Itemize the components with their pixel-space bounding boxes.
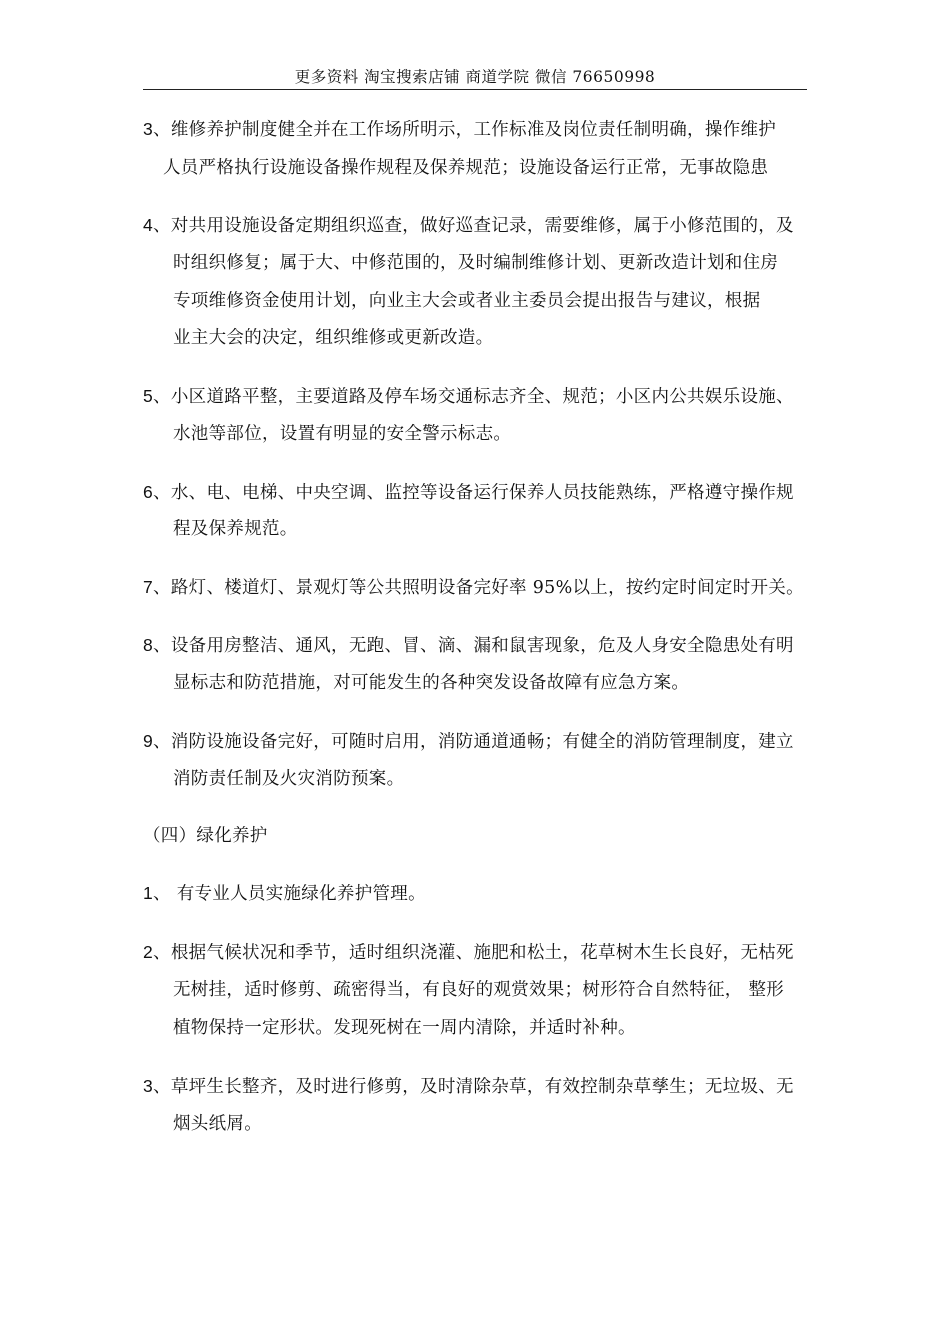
green-item-2-line-3: 植物保持一定形状。发现死树在一周内清除，并适时补种。 <box>173 1018 636 1038</box>
item-number: 2 <box>143 942 154 962</box>
item-number: 8 <box>143 635 154 655</box>
item-number: 4 <box>143 215 154 235</box>
list-item-4-line-3: 专项维修资金使用计划，向业主大会或者业主委员会提出报告与建议，根据 <box>173 291 761 311</box>
list-item-6-line-2: 程及保养规范。 <box>173 519 298 539</box>
item-text: 、水、电、电梯、中央空调、监控等设备运行保养人员技能熟练，严格遵守操作规 <box>153 483 794 503</box>
green-item-3-line-1 <box>143 1073 794 1100</box>
header-rule <box>143 89 807 90</box>
list-item-4-line-4: 业主大会的决定，组织维修或更新改造。 <box>173 328 494 348</box>
list-item-9-line-2: 消防责任制及火灾消防预案。 <box>173 769 405 789</box>
green-item-1-line-1 <box>143 880 426 907</box>
item-text: 、草坪生长整齐，及时进行修剪，及时清除杂草，有效控制杂草孳生；无垃圾、无 <box>153 1077 794 1097</box>
list-item-4-line-2: 时组织修复；属于大、中修范围的，及时编制维修计划、更新改造计划和住房 <box>173 253 779 273</box>
list-item-8-line-2: 显标志和防范措施，对可能发生的各种突发设备故障有应急方案。 <box>173 673 690 693</box>
list-item-8-line-1 <box>143 632 794 659</box>
green-item-2-line-2: 无树挂，适时修剪、疏密得当，有良好的观赏效果；树形符合自然特征， 整形 <box>173 980 785 1000</box>
green-item-3-line-2: 烟头纸屑。 <box>173 1114 262 1134</box>
list-item-6-line-1 <box>143 479 794 506</box>
item-text: 、消防设施设备完好，可随时启用，消防通道通畅；有健全的消防管理制度，建立 <box>153 732 794 752</box>
item-number: 7 <box>143 577 154 597</box>
list-item-3-line-1 <box>143 116 776 143</box>
item-text: 、小区道路平整，主要道路及停车场交通标志齐全、规范；小区内公共娱乐设施、 <box>153 387 794 407</box>
item-number: 6 <box>143 482 154 502</box>
item-number: 1 <box>143 883 154 903</box>
list-item-4-line-1 <box>143 212 794 239</box>
list-item-7-line-1 <box>143 574 804 601</box>
list-item-9-line-1 <box>143 728 794 755</box>
item-text: 、路灯、楼道灯、景观灯等公共照明设备完好率 95%以上，按约定时间定时开关。 <box>153 578 804 598</box>
item-number: 5 <box>143 386 154 406</box>
list-item-5-line-1 <box>143 383 794 410</box>
item-number: 3 <box>143 1076 154 1096</box>
item-text: 、设备用房整洁、通风，无跑、冒、滴、漏和鼠害现象，危及人身安全隐患处有明 <box>153 636 794 656</box>
item-text: 、根据气候状况和季节，适时组织浇灌、施肥和松土，花草树木生长良好，无枯死 <box>153 943 794 963</box>
item-text: 、维修养护制度健全并在工作场所明示，工作标准及岗位责任制明确，操作维护 <box>153 120 777 140</box>
section-heading: （四）绿化养护 <box>143 826 268 846</box>
item-number: 9 <box>143 731 154 751</box>
green-item-2-line-1 <box>143 939 794 966</box>
item-text: 、对共用设施设备定期组织巡查，做好巡查记录，需要维修，属于小修范围的，及 <box>153 216 794 236</box>
list-item-3-line-2: 人员严格执行设施设备操作规程及保养规范；设施设备运行正常，无事故隐患 <box>163 158 769 178</box>
list-item-5-line-2: 水池等部位，设置有明显的安全警示标志。 <box>173 424 512 444</box>
item-text: 、 有专业人员实施绿化养护管理。 <box>153 884 426 904</box>
item-number: 3 <box>143 119 154 139</box>
page-header: 更多资料 淘宝搜索店铺 商道学院 微信 76650998 <box>294 68 656 86</box>
